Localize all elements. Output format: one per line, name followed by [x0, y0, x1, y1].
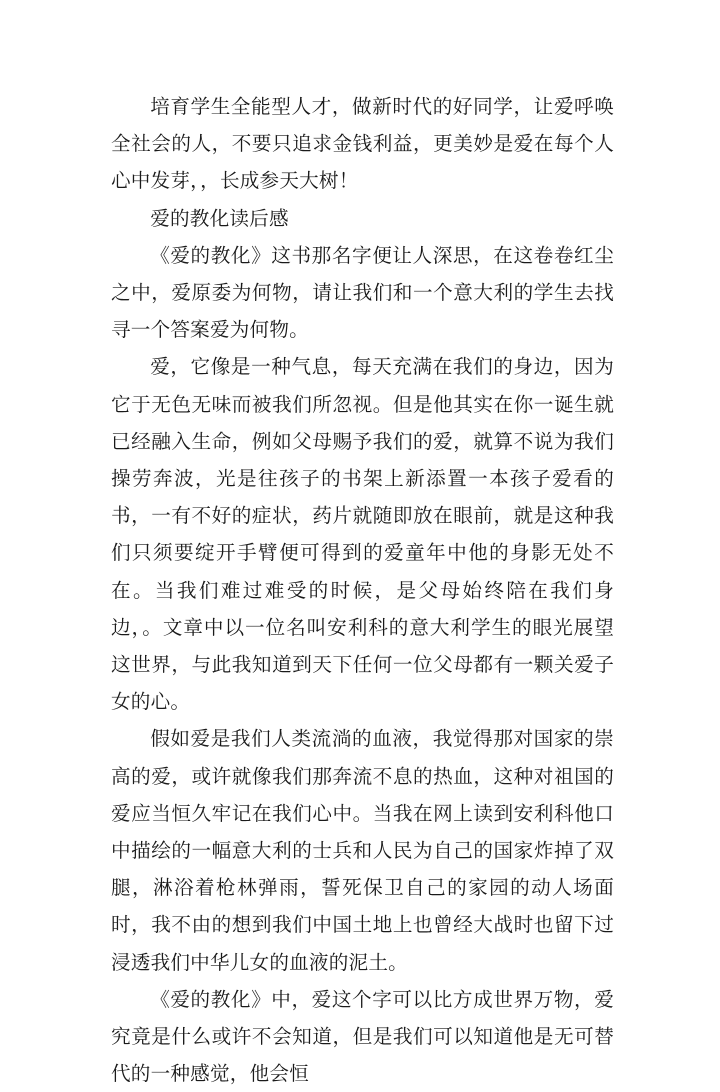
document-page	[111, 88, 614, 1092]
paragraph-summary: 《爱的教化》中，爱这个字可以比方成世界万物，爱究竟是什么或许不会知道，但是我们可以知道他是无可替代的一种感觉，他会恒	[111, 987, 614, 1086]
section-title: 爱的教化读后感	[150, 206, 289, 230]
paragraph-parental-love: 爱，它像是一种气息，每天充满在我们的身边，因为它于无色无味而被我们所忽视。但是他其实在你一诞生就已经融入生命，例如父母赐予我们的爱，就算不说为我们操劳奔波，光是往孩子的书架上新添置一本孩子爱看的书，一有不好的症状，药片就随即放在眼前，就是这种我们只须要绽开手臂便可得到的爱童年中他的身影无处不在。当我们难过难受的时候，是父母始终陪在我们身边，。文章中以一位名叫安利科的意大利学生的眼光展望这世界，与此我知道到天下任何一位父母都有一颗关爱子女的心。	[111, 355, 614, 714]
paragraph-conclusion: 培育学生全能型人才，做新时代的好同学，让爱呼唤全社会的人，不要只追求金钱利益，更美妙是爱在每个人心中发芽，，长成参天大树！	[111, 95, 614, 193]
paragraph-patriotic-love: 假如爱是我们人类流淌的血液，我觉得那对国家的崇高的爱，或许就像我们那奔流不息的热血，这种对祖国的爱应当恒久牢记在我们心中。当我在网上读到安利科他口中描绘的一幅意大利的士兵和人民为自己的国家炸掉了双腿，淋浴着枪林弹雨，誓死保卫自己的家园的动人场面时，我不由的想到我们中国土地上也曾经大战时也留下过浸透我们中华儿女的血液的泥土。	[111, 727, 614, 974]
paragraph-intro: 《爱的教化》这书那名字便让人深思，在这卷卷红尘之中，爱原委为何物，请让我们和一个意大利的学生去找寻一个答案爱为何物。	[111, 243, 614, 342]
